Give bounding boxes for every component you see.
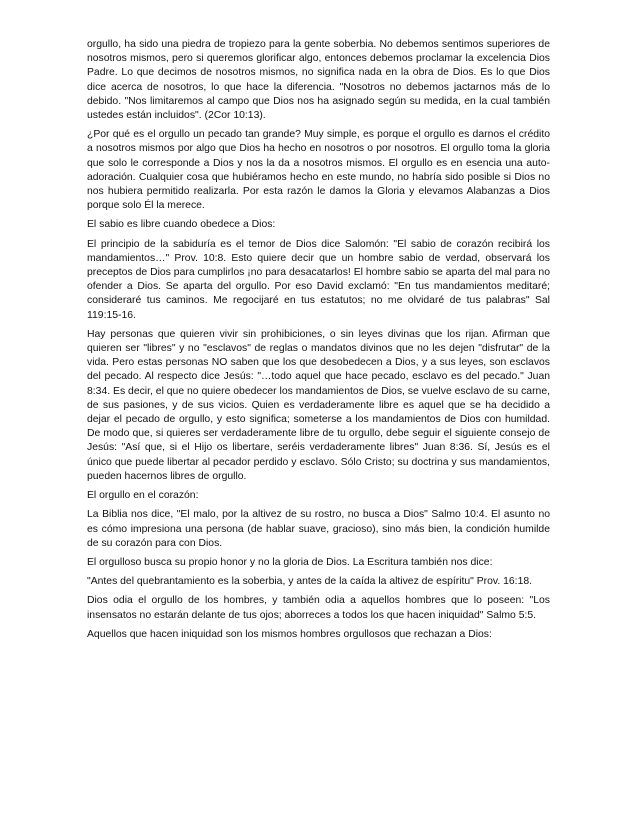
paragraph-4: Hay personas que quieren vivir sin prohibiciones, o sin leyes divinas que los rijan. Afirman que quieren ser "libres" y no "esclavos" de reglas o mandatos divinos que no les dejen "disfrutar" de la vida. Pero estas personas NO saben que los que desobedecen a Dios, y a sus leyes, son esclavos del pecado. Al respecto dice Jesús: "…todo aquel que hace pecado, esclavo es del pecado." Juan 8:34. Es decir, el que no quiere obedecer los mandamientos de Dios, se vuelve esclavo de su carne, de sus pasiones, y de sus vicios. Quien es verdaderamente libre es aquel que se ha decidido a dejar el pecado de orgullo, y esto significa; someterse a los mandamientos de Dios con humildad. De modo que, si quieres ser verdaderamente libre de tu orgullo, debe seguir el siguiente consejo de Jesús: "Así que, si el Hijo os libertare, seréis verdaderamente libres" Juan 8:36. Sí, Jesús es el único que puede libertar al pecador perdido y esclavo. Sólo Cristo; su doctrina y sus mandamientos, pueden hacernos libres de orgullo. [87,328,550,482]
paragraph-9: Aquellos que hacen iniquidad son los mismos hombres orgullosos que rechazan a Dios: [87,628,492,640]
paragraph-6: El orgulloso busca su propio honor y no la gloria de Dios. La Escritura también nos dice: [87,556,493,568]
paragraph-7: "Antes del quebrantamiento es la soberbia, y antes de la caída la altivez de espíritu" Prov. 16:18. [87,576,533,588]
section-heading-corazon: El orgullo en el corazón: [87,490,199,502]
paragraph-3: El principio de la sabiduría es el temor de Dios dice Salomón: "El sabio de corazón recibirá los mandamientos…" Prov. 10:8. Esto quiere decir que un hombre sabio de verdad, observará los preceptos de Dios para cumplirlos ¡no para desacatarlos! El hombre sabio se aparta del mal para no ofender a Dios. Se aparta del orgullo. Por eso David exclamó: "En tus mandamientos meditaré; consideraré tus caminos. Me regocijaré en tus estatutos; no me olvidaré de tus palabras" Sal 119:15-16. [87,238,550,321]
paragraph-1: orgullo, ha sido una piedra de tropiezo para la gente soberbia. No debemos sentimos superiores de nosotros mismos, pero si queremos glorificar algo, entonces debemos proclamar la excelencia Dios Padre. Lo que decimos de nosotros mismos, no significa nada en la obra de Dios. Es lo que Dios dice acerca de nosotros, lo que hace la diferencia. "Nosotros no debemos jactarnos más de lo debido. "Nos limitaremos al campo que Dios nos ha asignado según su medida, en la cual también ustedes están incluidos". (2Cor 10:13). [87,39,550,122]
paragraph-8: Dios odia el orgullo de los hombres, y también odia a aquellos hombres que lo poseen: "Los insensatos no estarán delante de tus ojos; aborreces a todos los que hacen iniquidad" Salmo 5:5. [87,595,550,621]
paragraph-5: La Biblia nos dice, "El malo, por la altivez de su rostro, no busca a Dios" Salmo 10:4. El asunto no es cómo impresiona una persona (de hablar suave, gracioso), sino más bien, la condición humilde de su corazón para con Dios. [87,509,550,549]
document-page [87,38,550,647]
section-heading-sabio: El sabio es libre cuando obedece a Dios: [87,219,276,231]
paragraph-2: ¿Por qué es el orgullo un pecado tan grande? Muy simple, es porque el orgullo es darnos el crédito a nosotros mismos por algo que Dios ha hecho en nosotros o por nosotros. El orgullo toma la gloria que solo le corresponde a Dios y nos la da a nosotros mismos. El orgullo es en esencia una auto-adoración. Cualquier cosa que hubiéramos hecho en este mundo, no habría sido posible si Dios no nos hubiera permitido realizarla. Por esta razón le damos la Gloria y elevamos Alabanzas a Dios porque solo Él la merece. [87,129,550,212]
